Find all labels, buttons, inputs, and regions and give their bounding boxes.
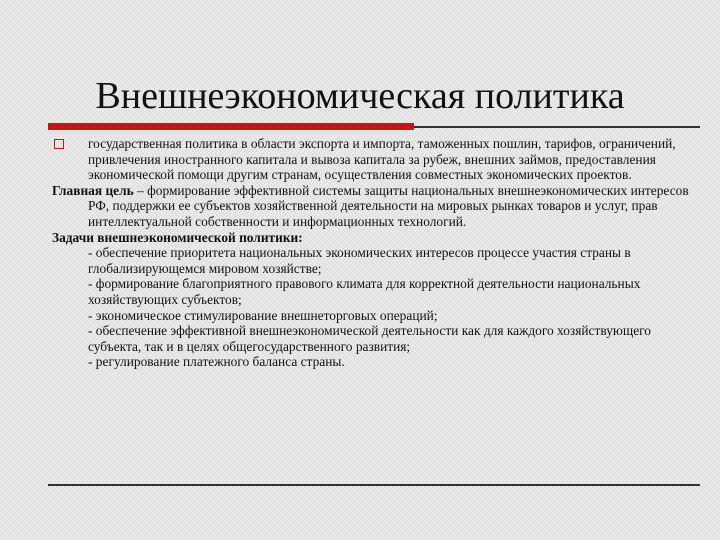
list-item: - экономическое стимулирование внешнеторговых операций; xyxy=(88,307,438,323)
title-accent-bar xyxy=(48,123,414,130)
list-item: - обеспечение эффективной внешнеэкономической деятельности как для каждого хозяйствующего субъекта, так и в целях общегосударственного развития; xyxy=(88,323,651,354)
tasks-heading xyxy=(52,230,692,246)
goal-label: Главная цель xyxy=(52,182,134,198)
list-item: - обеспечение приоритета национальных экономических интересов процессе участия страны в глобализирующемся мировом хозяйстве; xyxy=(88,245,631,276)
goal-text: – формирование эффективной системы защиты национальных внешнеэкономических интересов РФ, поддержки ее субъектов хозяйственной деятельности на мировых рынках товаров и услуг, прав интеллектуальной собственности и информационных технологий. xyxy=(88,182,689,229)
footer-divider xyxy=(48,484,700,486)
list-item: - формирование благоприятного правового климата для корректной деятельности национальных хозяйствующих субъектов; xyxy=(88,276,641,307)
definition-paragraph xyxy=(52,136,692,183)
tasks-heading-text: Задачи внешнеэкономической политики: xyxy=(52,229,303,245)
slide-content xyxy=(52,136,692,370)
list-item: - регулирование платежного баланса страны. xyxy=(88,354,345,370)
definition-text: государственная политика в области экспорта и импорта, таможенных пошлин, тарифов, ограничений, привлечения иностранного капитала и вывоза капитала за рубеж, внешних займов, предоставления экономической помощи другим странам, осуществления совместных экономических проектов. xyxy=(88,136,676,183)
slide-title: Внешнеэкономическая политика xyxy=(95,75,625,117)
square-bullet-icon xyxy=(54,139,64,149)
goal-paragraph xyxy=(52,183,692,230)
